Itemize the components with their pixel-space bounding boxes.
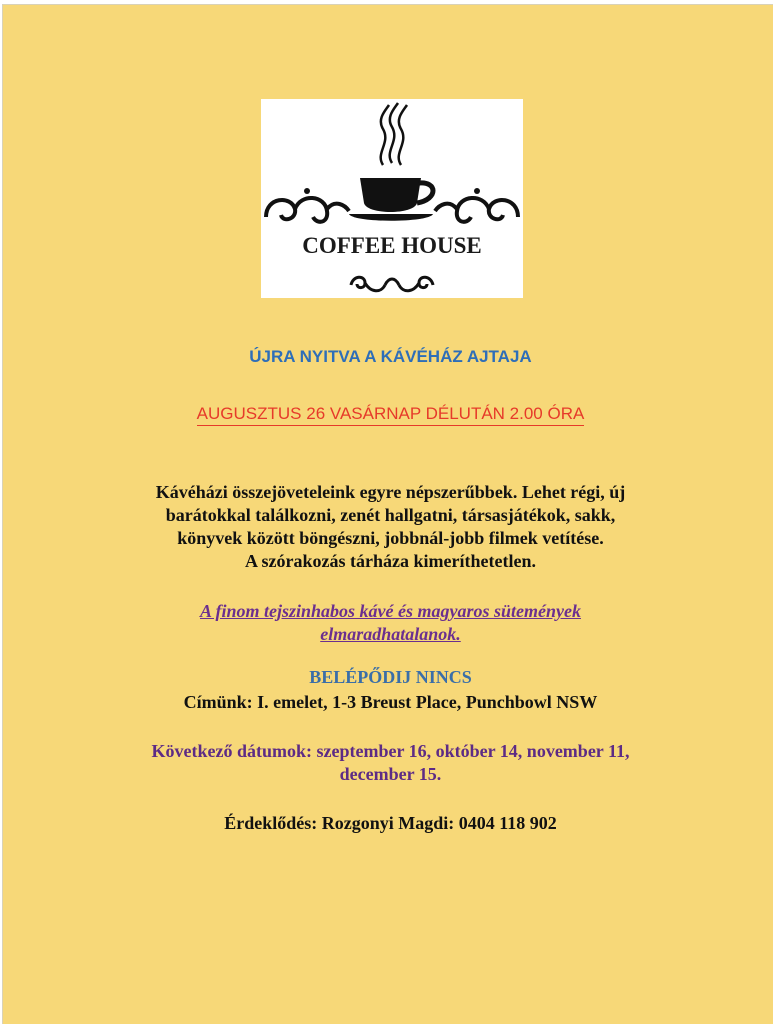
highlight-line-1: A finom tejszinhabos kávé és magyaros sütemények	[199, 601, 581, 621]
body-line-3: könyvek között böngészni, jobbnál-jobb filmek vetítése.	[177, 528, 604, 548]
flyer-page	[2, 4, 773, 1024]
contact-line: Érdeklődés: Rozgonyi Magdi: 0404 118 902	[224, 813, 557, 833]
coffee-cup-icon	[261, 99, 523, 298]
logo-text: COFFEE HOUSE	[302, 233, 482, 258]
coffee-house-logo	[261, 99, 523, 298]
next-dates-line-1: Következő dátumok: szeptember 16, október 14, november 11,	[151, 741, 630, 761]
event-date-text: AUGUSZTUS 26 VASÁRNAP DÉLUTÁN 2.00 ÓRA	[197, 404, 585, 426]
next-dates-line-2: december 15.	[339, 764, 442, 784]
address-line: Címünk: I. emelet, 1-3 Breust Place, Punchbowl NSW	[183, 692, 598, 712]
page-title: ÚJRA NYITVA A KÁVÉHÁZ AJTAJA	[249, 347, 532, 366]
highlight-line-2: elmaradhatalanok.	[320, 624, 461, 644]
entry-notice: BELÉPŐDIJ NINCS	[309, 667, 472, 687]
body-line-4: A szórakozás tárháza kimeríthetetlen.	[245, 551, 536, 571]
event-date	[3, 404, 775, 424]
body-line-2: barátokkal találkozni, zenét hallgatni, társasjátékok, sakk,	[165, 505, 616, 525]
body-line-1: Kávéházi összejöveteleink egyre népszerűbbek. Lehet régi, új	[155, 482, 626, 502]
